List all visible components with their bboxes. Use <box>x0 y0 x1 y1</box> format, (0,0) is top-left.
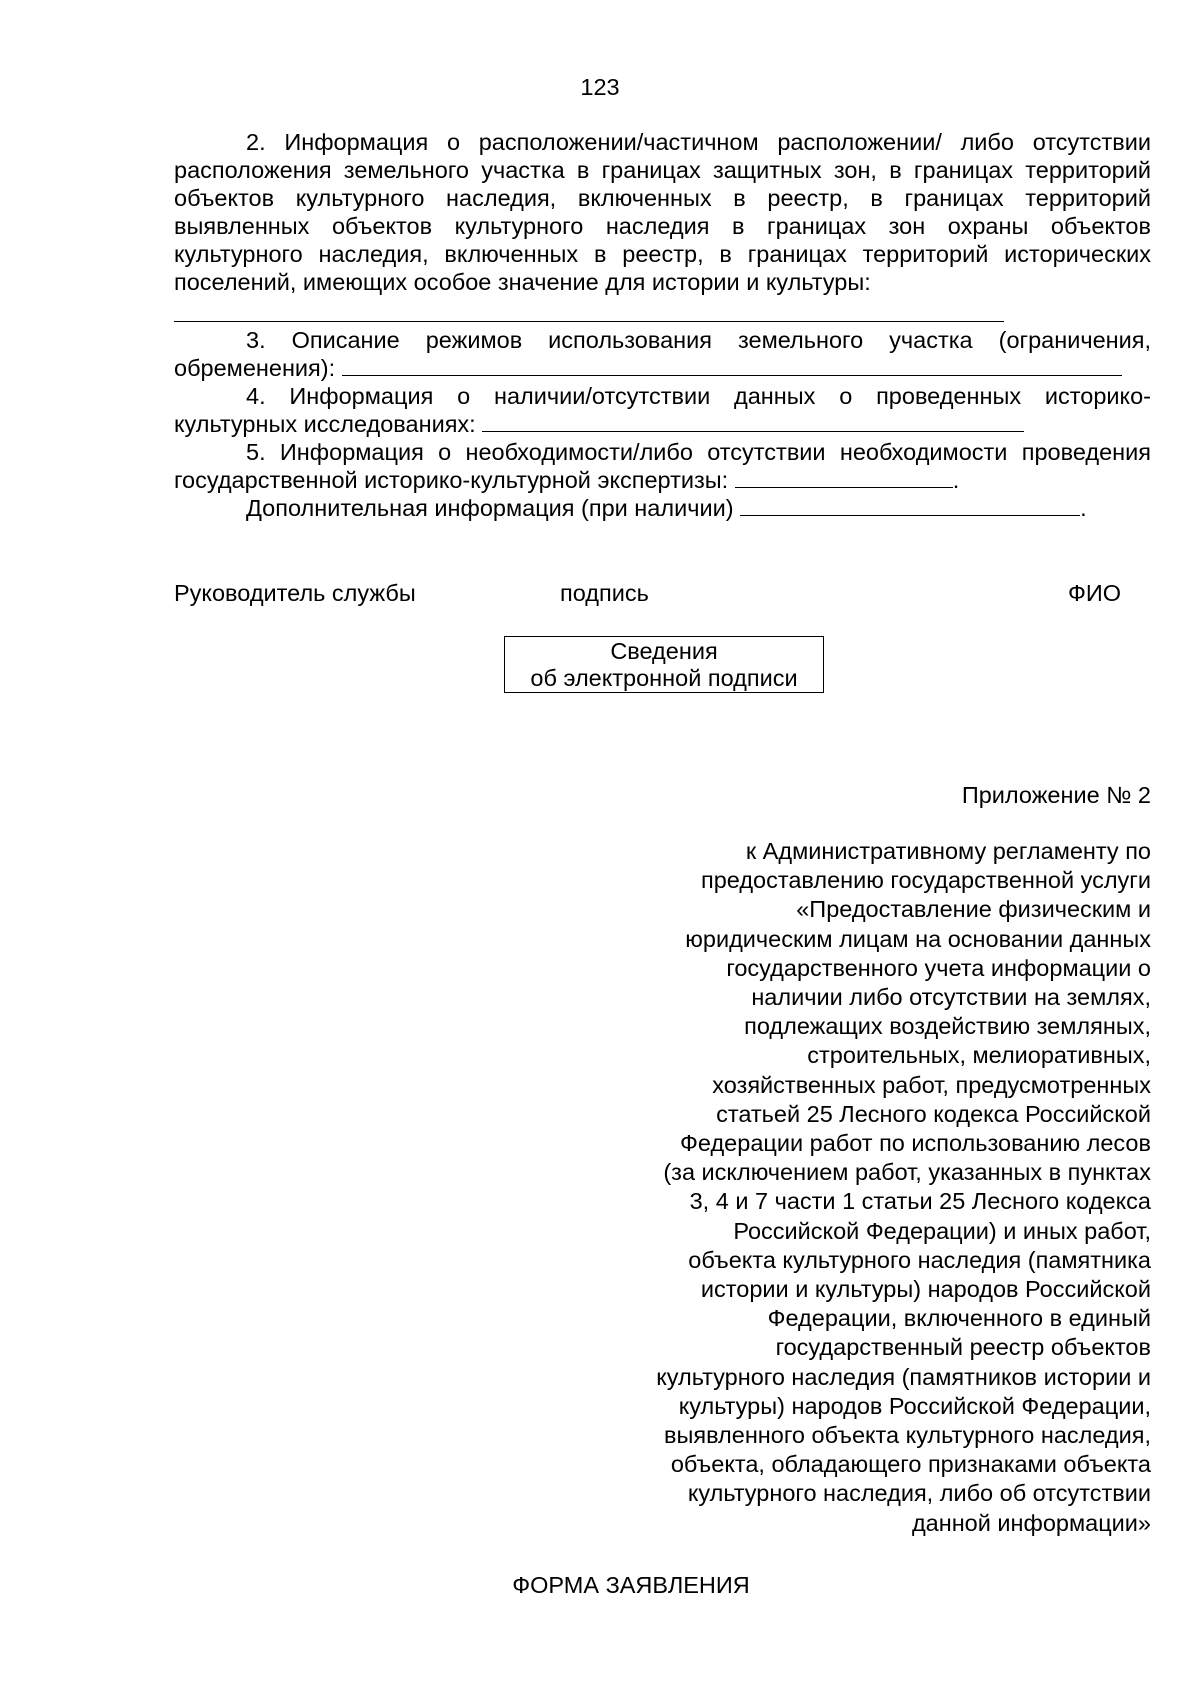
item-4-line-2 <box>174 410 1151 438</box>
appendix-line: к Административному регламенту по <box>745 838 1151 864</box>
appendix-line: государственного учета информации о <box>726 954 1151 981</box>
appendix-line: культурного наследия (памятников истории и <box>656 1363 1151 1390</box>
appendix-line: Федерации работ по использованию лесов <box>680 1130 1151 1157</box>
position-label: Руководитель службы <box>174 580 416 606</box>
appendix-line: объекта, обладающего признаками объекта <box>670 1451 1151 1478</box>
item-4-line-1: 4. Информация о наличии/отсутствии данных о проведенных историко- <box>246 383 1151 409</box>
appendix-line: строительных, мелиоративных, <box>807 1042 1151 1069</box>
electronic-signature-box <box>504 636 824 693</box>
signature-box-line-2: об электронной подписи <box>530 665 798 691</box>
appendix-line: Российской Федерации) и иных работ, <box>733 1217 1151 1244</box>
appendix-line: культуры) народов Российской Федерации, <box>678 1392 1151 1419</box>
appendix-line: хозяйственных работ, предусмотренных <box>712 1071 1151 1098</box>
appendix-line: культурного наследия, либо об отсутствии <box>687 1480 1151 1507</box>
item-4-blank <box>482 430 1024 432</box>
item-2-blank-line <box>174 321 1004 322</box>
item-4-label: культурных исследованиях: <box>174 411 476 437</box>
appendix-line: истории и культуры) народов Российской <box>700 1276 1151 1303</box>
additional-info-blank <box>740 514 1080 516</box>
item-3-blank <box>342 374 1122 376</box>
form-title: ФОРМА ЗАЯВЛЕНИЯ <box>512 1572 750 1598</box>
appendix-reference <box>611 837 1151 1538</box>
additional-info-label: Дополнительная информация (при наличии) <box>246 495 734 521</box>
item-5-paragraph <box>174 438 1151 494</box>
name-label: ФИО <box>1068 580 1122 606</box>
additional-info-line <box>174 494 1151 522</box>
appendix-line: выявленного объекта культурного наследия, <box>664 1422 1151 1449</box>
item-3-line-2 <box>174 354 1151 382</box>
item-3-label: обременения): <box>174 355 336 381</box>
item-5-blank <box>735 486 953 488</box>
item-3-line-1: 3. Описание режимов использования земельного участка (ограничения, <box>246 327 1151 353</box>
signature-label: подпись <box>560 580 649 606</box>
appendix-line: государственный реестр объектов <box>775 1334 1151 1361</box>
page-number: 123 <box>580 74 620 100</box>
signature-box-line-1: Сведения <box>610 638 718 664</box>
appendix-title: Приложение № 2 <box>961 782 1151 808</box>
item-5-text: 5. Информация о необходимости/либо отсутствии необходимости проведения государственной историко-культурной экспертизы: <box>174 439 1151 493</box>
appendix-line: 3, 4 и 7 части 1 статьи 25 Лесного кодекса <box>689 1188 1151 1215</box>
additional-info-end: . <box>1080 495 1087 521</box>
item-5-end: . <box>952 467 960 493</box>
appendix-line: Федерации, включенного в единый <box>767 1305 1151 1332</box>
appendix-line: статьей 25 Лесного кодекса Российской <box>716 1100 1151 1127</box>
appendix-line: (за исключением работ, указанных в пунктах <box>663 1159 1151 1186</box>
appendix-line: объекта культурного наследия (памятника <box>688 1246 1151 1273</box>
appendix-line: предоставлению государственной услуги <box>700 867 1151 894</box>
appendix-line: юридическим лицам на основании данных <box>685 925 1151 952</box>
appendix-line: «Предоставление физическим и <box>796 896 1151 923</box>
appendix-line: наличии либо отсутствии на землях, <box>751 984 1151 1011</box>
item-2-paragraph: 2. Информация о расположении/частичном расположении/ либо отсутствии расположения земельного участка в границах защитных зон, в границах территорий объектов культурного наследия, включенных в реестр, в границах территорий выявленных объектов культурного наследия в границах зон охраны объектов культурного наследия, включенных в реестр, в границах территорий исторических поселений, имеющих особое значение для истории и культуры: <box>174 129 1151 295</box>
appendix-line: данной информации» <box>911 1509 1151 1536</box>
appendix-line: подлежащих воздействию земляных, <box>744 1013 1151 1040</box>
